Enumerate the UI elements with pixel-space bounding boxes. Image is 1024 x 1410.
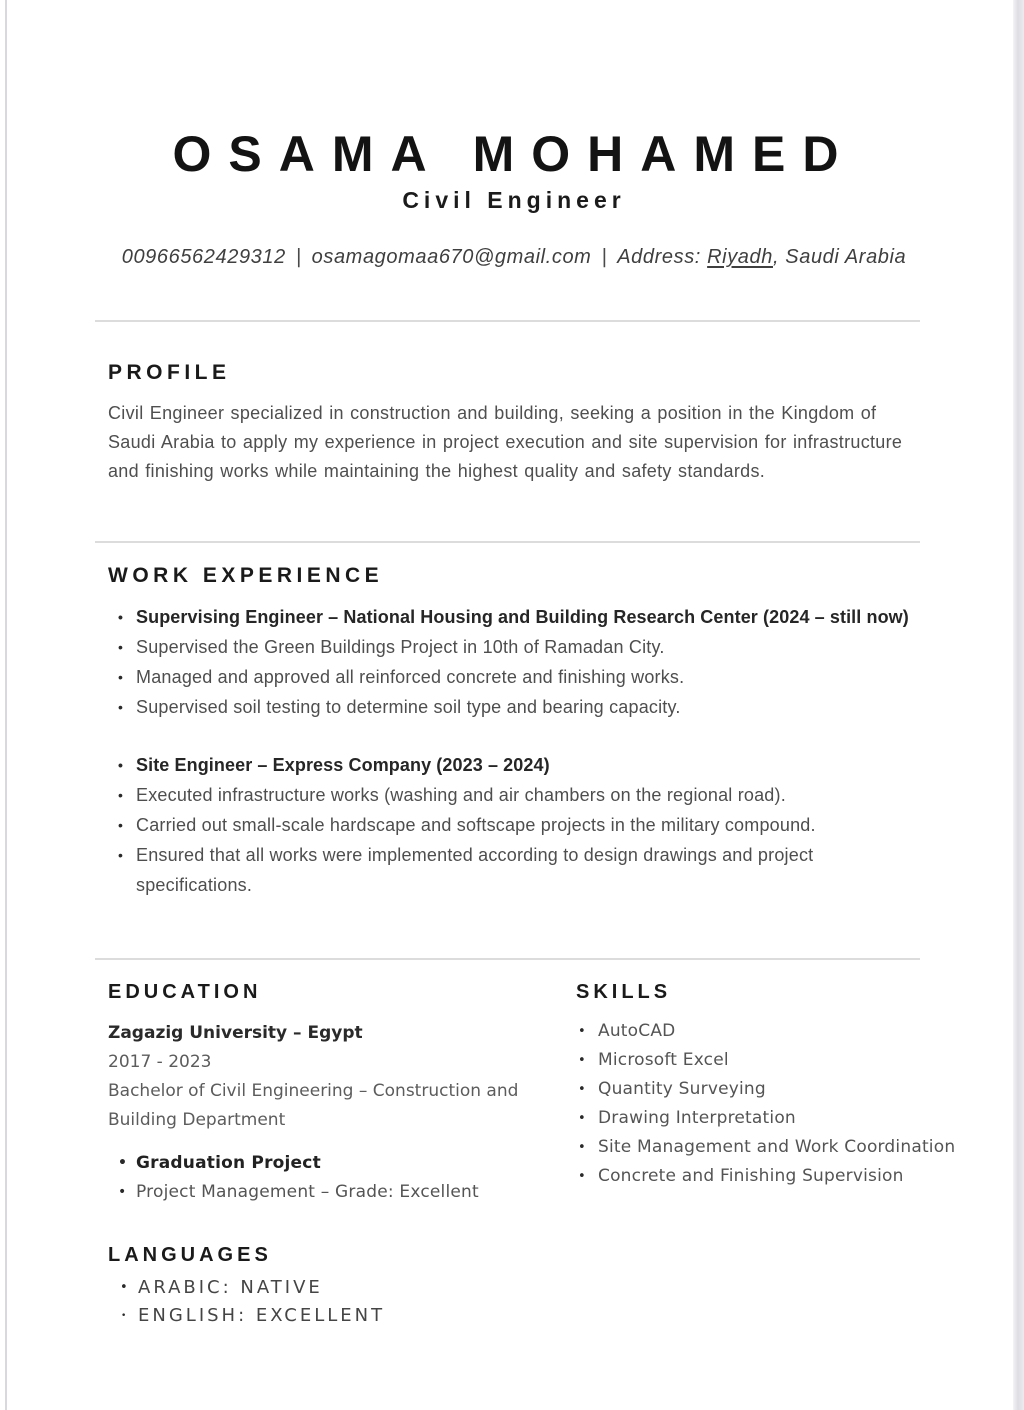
bullet-icon: • (118, 817, 124, 833)
skill-item (576, 1104, 992, 1133)
bullet-icon: • (578, 1140, 586, 1155)
job-title-text: Site Engineer – Express Company (2023 – 2024) (136, 755, 550, 775)
work-experience-section (108, 563, 920, 900)
bullet-icon: • (118, 1155, 128, 1171)
language-item (108, 1274, 920, 1302)
resume-header (108, 0, 920, 270)
education-section (108, 980, 548, 1207)
divider (95, 541, 920, 543)
job-title-line (108, 602, 920, 632)
skill-item-text: AutoCAD (598, 1021, 676, 1041)
profile-text: Civil Engineer specialized in construction and building, seeking a position in the Kingdom of Saudi Arabia to apply my experience in project execution and site supervision for infrastructure and finishing works while maintaining the highest quality and safety standards. (108, 403, 903, 481)
contact-address-suffix: , Saudi Arabia (772, 246, 907, 268)
bullet-icon: • (118, 847, 124, 863)
skill-item (576, 1046, 992, 1075)
job-bullet (108, 840, 920, 900)
work-experience-heading: WORK EXPERIENCE (108, 564, 384, 587)
job-bullet (108, 810, 920, 840)
profile-section (108, 360, 920, 486)
bullet-icon: • (118, 1184, 127, 1200)
language-item (108, 1302, 920, 1330)
skill-item-text: Microsoft Excel (598, 1050, 729, 1070)
candidate-job-title: Civil Engineer (402, 187, 626, 213)
job-title-line (108, 750, 920, 780)
job-bullet-text: Supervised the Green Buildings Project in 10th of Ramadan City. (136, 637, 665, 657)
bullet-icon: • (121, 1311, 130, 1321)
contact-address-label: Address: (617, 246, 708, 268)
education-skills-row (108, 980, 992, 1207)
bullet-icon: • (578, 1024, 586, 1039)
job-bullet (108, 780, 920, 810)
contact-email: osamagomaa670@gmail.com (311, 246, 592, 268)
job-bullet-text: Managed and approved all reinforced concrete and finishing works. (136, 667, 685, 687)
skill-item (576, 1075, 992, 1104)
divider (95, 320, 920, 322)
education-school: Zagazig University – Egypt (108, 1023, 363, 1043)
skill-item (576, 1162, 992, 1191)
contact-phone: 00966562429312 (121, 246, 286, 268)
contact-separator: | (601, 246, 608, 268)
education-bullet (108, 1178, 548, 1207)
skills-list (576, 1017, 992, 1191)
education-bullet-text: Graduation Project (136, 1153, 321, 1173)
bullet-icon: • (578, 1169, 586, 1184)
bullet-icon: • (118, 699, 124, 715)
job-bullet-text: Ensured that all works were implemented according to design drawings and project specifications. (136, 845, 814, 895)
bullet-icon: • (578, 1053, 586, 1068)
languages-heading: LANGUAGES (108, 1244, 272, 1266)
language-item-text: ARABIC: NATIVE (138, 1277, 323, 1298)
page-right-edge (1013, 0, 1024, 1410)
bullet-icon: • (118, 757, 124, 773)
resume-page (108, 0, 956, 1330)
skill-item-text: Quantity Surveying (598, 1079, 766, 1099)
address-city-link[interactable]: Riyadh (707, 246, 773, 268)
job-bullet (108, 692, 920, 722)
skill-item-text: Concrete and Finishing Supervision (598, 1166, 904, 1186)
skill-item-text: Site Management and Work Coordination (598, 1137, 956, 1157)
job-bullet-text: Supervised soil testing to determine soil type and bearing capacity. (136, 697, 681, 717)
education-bullets (108, 1149, 548, 1207)
job-bullet-text: Carried out small-scale hardscape and softscape projects in the military compound. (136, 815, 816, 835)
skills-section (576, 980, 992, 1207)
job-title-text: Supervising Engineer – National Housing and Building Research Center (2024 – still now) (136, 607, 909, 627)
education-heading: EDUCATION (108, 981, 262, 1003)
bullet-icon: • (578, 1082, 586, 1097)
jobs-list (108, 602, 920, 900)
language-item-text: ENGLISH: EXCELLENT (138, 1305, 386, 1326)
education-bullet (108, 1149, 548, 1178)
skill-item (576, 1017, 992, 1046)
education-years: 2017 - 2023 (108, 1052, 212, 1072)
job-entry (108, 750, 920, 900)
education-degree: Bachelor of Civil Engineering – Construction and Building Department (108, 1081, 519, 1130)
skill-item (576, 1133, 992, 1162)
skill-item-text: Drawing Interpretation (598, 1108, 796, 1128)
job-bullet-text: Executed infrastructure works (washing and air chambers on the regional road). (136, 785, 786, 805)
languages-list (108, 1274, 920, 1330)
bullet-icon: • (118, 669, 124, 685)
bullet-icon: • (120, 1280, 131, 1295)
profile-heading: PROFILE (108, 361, 231, 384)
candidate-name: OSAMA MOHAMED (172, 126, 856, 182)
contact-line (108, 244, 920, 270)
job-entry (108, 602, 920, 722)
job-bullet (108, 662, 920, 692)
job-bullet (108, 632, 920, 662)
education-bullet-text: Project Management – Grade: Excellent (136, 1182, 479, 1202)
languages-section (108, 1243, 920, 1330)
divider (95, 958, 920, 960)
page-left-edge (5, 0, 7, 1410)
bullet-icon: • (118, 609, 124, 625)
bullet-icon: • (118, 639, 124, 655)
bullet-icon: • (578, 1111, 586, 1126)
skills-heading: SKILLS (576, 981, 672, 1003)
contact-separator: | (295, 246, 302, 268)
bullet-icon: • (118, 787, 124, 803)
